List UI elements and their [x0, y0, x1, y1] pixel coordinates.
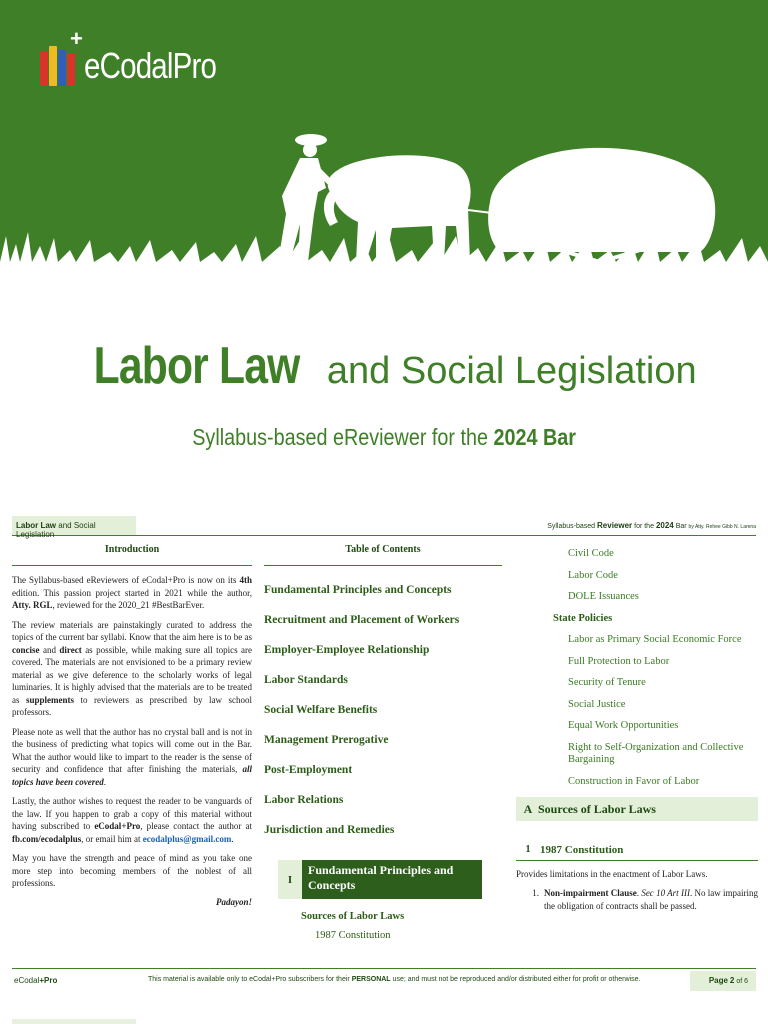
outline-dole[interactable]: DOLE Issuances — [568, 591, 639, 602]
content-column — [516, 548, 758, 912]
intro-paragraph-4: Lastly, the author wishes to request the reader to be vanguards of the law. If you happen to grab a copy of this material without having subscribed to eCodal+Pro, please contact the author at fb.com/ecodalplus, or email him at ecodalplus@gmail.com. — [12, 796, 252, 844]
toc-item[interactable]: Fundamental Principles and Concepts — [264, 584, 452, 596]
toc-item[interactable]: Labor Standards — [264, 674, 348, 686]
header-right-author: by Atty. Rehee Gibb N. Larena — [688, 524, 756, 530]
outline-policy-item[interactable]: Labor as Primary Social Economic Force — [568, 634, 742, 645]
header-left-rest: and Social Legislation — [16, 521, 96, 539]
intro-paragraph-2: The review materials are painstakingly curated to address the topics of the current bar syllabi. Know that the aim here is to be as concise and direct as possible, while making sure all topics are covered. The materials are not envisioned to be a primary review material as we give deference to the scholarly works of legal luminaries. It is highly advised that the materials are to be treated as supplements to reviewers as prescribed by law school professors. — [12, 619, 253, 717]
subtitle-text: Syllabus-based eReviewer for the — [192, 424, 488, 450]
logo-plus: + — [70, 26, 83, 51]
toc-item[interactable]: Social Welfare Benefits — [264, 704, 378, 716]
content-body: Provides limitations in the enactment of Labor Laws. — [516, 869, 708, 879]
next-page-edge — [12, 1019, 136, 1024]
toc-sub-constitution[interactable]: 1987 Constitution — [315, 930, 391, 941]
header-right-reviewer: Reviewer — [597, 521, 633, 530]
header-left — [12, 516, 136, 539]
footer-brand: eCodal+Pro — [14, 976, 58, 985]
intro-paragraph-5: May you have the strength and peace of mind as you take one more step into becoming members of the noblest of all professions. — [12, 853, 252, 888]
header-left-bold: Labor Law — [16, 521, 57, 530]
ecodalpro-logo — [40, 26, 245, 86]
numbered-item-text: Non-impairment Clause. Sec 10 Art III. No law impairing the obligation of contracts shall be passed. — [544, 888, 759, 911]
subsection-1-title: 1987 Constitution — [540, 843, 624, 856]
cover-subtitle — [0, 424, 768, 451]
outline-civil-code[interactable]: Civil Code — [568, 548, 614, 559]
header-right-pre: Syllabus-based — [547, 523, 596, 530]
page-footer — [12, 968, 756, 990]
page-number: Page 2 of 6 — [690, 971, 756, 991]
intro-paragraph-3: Please note as well that the author has no crystal ball and is not in the business of predicting what topics will come out in the Bar. What the author would like to impart to the reader is the sense of security and confidence that after finishing the materials, all topics have been covered. — [12, 726, 253, 787]
outline-policy-item[interactable]: Construction in Favor of Labor — [568, 775, 700, 787]
section-1-heading[interactable] — [278, 860, 502, 899]
outline-policy-item[interactable]: Social Justice — [568, 698, 626, 710]
footer-notice: This material is available only to eCodal+Pro subscribers for their PERSONAL use; and must not be reproduced and/or distributed either for profit or otherwise. — [148, 976, 641, 983]
title-bold: Labor Law — [93, 337, 300, 395]
toc-sub-sources[interactable]: Sources of Labor Laws — [301, 911, 405, 922]
subtitle-year: 2024 Bar — [493, 424, 576, 450]
header-right-year: 2024 — [655, 521, 674, 530]
outline-list — [516, 548, 758, 788]
cover-title — [0, 336, 768, 396]
header-right — [547, 521, 756, 530]
introduction-heading: Introduction — [12, 542, 252, 566]
cover-banner — [0, 0, 768, 300]
header-right-bar: Bar — [675, 523, 687, 530]
numbered-item-number: 1. — [532, 888, 539, 898]
subsection-1-number: 1 — [525, 844, 531, 855]
header-right-mid: for the — [634, 523, 654, 530]
toc-column — [264, 542, 502, 941]
introduction-column — [12, 542, 252, 907]
outline-labor-code[interactable]: Labor Code — [568, 569, 618, 581]
toc-item[interactable]: Labor Relations — [264, 794, 344, 806]
section-a-letter: A — [523, 801, 533, 816]
toc-item[interactable]: Jurisdiction and Remedies — [264, 824, 395, 836]
outline-state-policies[interactable]: State Policies — [553, 612, 613, 624]
page-header — [12, 516, 756, 539]
subsection-1-heading — [516, 839, 758, 861]
outline-policy-item[interactable]: Security of Tenure — [568, 677, 646, 688]
outline-policy-item[interactable]: Full Protection to Labor — [568, 655, 670, 667]
email-link[interactable]: ecodalplus@gmail.com — [142, 833, 232, 844]
toc-item[interactable]: Post-Employment — [264, 764, 353, 776]
books-icon — [40, 26, 83, 86]
intro-paragraph-1: The Syllabus-based eReviewers of eCodal+Pro is now on its 4th edition. This passion project started in 2021 while the author, Atty. RGL, reviewed for the 2020_21 #BestBarEver. — [12, 575, 253, 610]
numbered-item — [516, 887, 758, 912]
toc-item[interactable]: Employer-Employee Relationship — [264, 644, 430, 656]
section-1-title: Fundamental Principles and Concepts — [302, 860, 482, 899]
section-a-title: Sources of Labor Laws — [538, 801, 656, 816]
section-1-number: I — [278, 860, 302, 899]
outline-policy-item[interactable]: Right to Self-Organization and Collective Bargaining — [568, 741, 744, 765]
facebook-link[interactable]: fb.com/ecodalplus — [12, 833, 82, 844]
toc-item[interactable]: Management Prerogative — [264, 734, 389, 746]
logo-text: eCodalPro — [84, 45, 217, 86]
title-rest: and Social Legislation — [326, 350, 697, 392]
toc-item[interactable]: Recruitment and Placement of Workers — [264, 614, 460, 626]
signoff: Padayon! — [216, 896, 252, 907]
section-a-heading — [516, 797, 758, 821]
toc-heading: Table of Contents — [264, 542, 502, 566]
outline-policy-item[interactable]: Equal Work Opportunities — [568, 720, 679, 731]
toc-list — [264, 584, 502, 842]
